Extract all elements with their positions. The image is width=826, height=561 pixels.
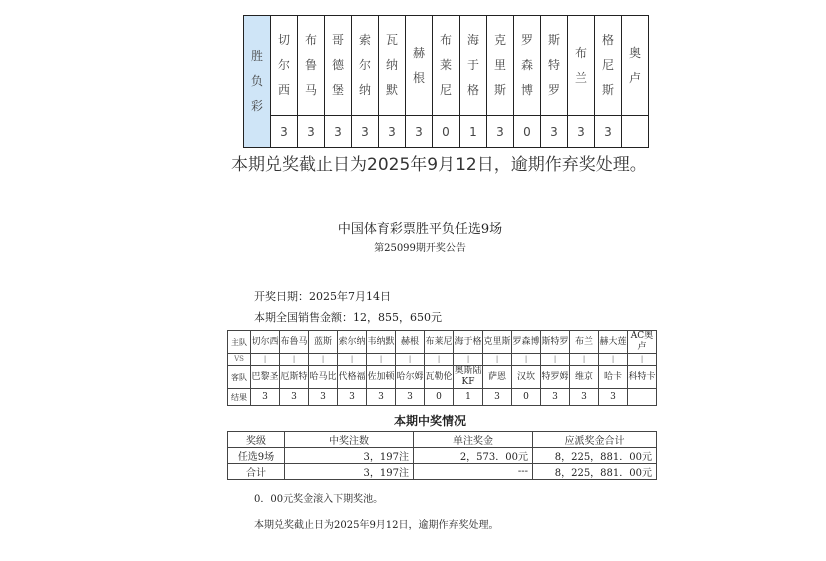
grid-team: 韦纳默 <box>367 331 396 354</box>
prize-cell: 8，225，881．00元 <box>533 448 657 464</box>
grid-separator: | <box>338 354 367 366</box>
result-cell <box>622 116 649 148</box>
team-name-cell <box>487 16 514 116</box>
grid-team: 佐加顿 <box>367 366 396 389</box>
result-cell: 3 <box>541 116 568 148</box>
prize-table <box>227 431 657 480</box>
away-team-row <box>228 366 657 389</box>
result-row <box>244 116 649 148</box>
prize-cell: 任选9场 <box>228 448 285 464</box>
team-name: 格尼斯 <box>601 33 614 97</box>
team-name-cell <box>298 16 325 116</box>
row-label-text: 胜负彩 <box>250 49 263 113</box>
grid-result-row <box>228 389 657 406</box>
grid-team: 蓝斯 <box>309 331 338 354</box>
prize-heading: 本期中奖情况 <box>393 414 466 428</box>
prize-header-cell: 应派奖金合计 <box>533 432 657 448</box>
grid-team: 厄斯特 <box>280 366 309 389</box>
row-label <box>244 16 271 148</box>
grid-result: 3 <box>251 389 280 406</box>
grid-team: 汉坎 <box>512 366 541 389</box>
home-team-row <box>228 331 657 354</box>
result-cell: 3 <box>298 116 325 148</box>
grid-team: 瓦勒伦 <box>425 366 454 389</box>
prize-cell: 3，197注 <box>285 464 414 480</box>
grid-team: 赫根 <box>396 331 425 354</box>
team-name: 切尔西 <box>277 33 290 97</box>
announcement-deadline: 本期兑奖截止日为2025年9月12日，逾期作弃奖处理。 <box>254 520 499 531</box>
grid-result: 3 <box>570 389 599 406</box>
team-name: 索尔纳 <box>358 33 371 97</box>
grid-result: 3 <box>483 389 512 406</box>
prize-cell: 合计 <box>228 464 285 480</box>
team-name-cell <box>568 16 595 116</box>
grid-team: 切尔西 <box>251 331 280 354</box>
result-cell: 3 <box>406 116 433 148</box>
lottery-results-table <box>243 15 649 148</box>
team-name: 瓦纳默 <box>385 33 398 97</box>
result-cell: 0 <box>433 116 460 148</box>
grid-team: 布兰 <box>570 331 599 354</box>
team-name-cell <box>622 16 649 116</box>
grid-result: 3 <box>541 389 570 406</box>
grid-team: 海于格 <box>454 331 483 354</box>
sales-amount: 本期全国销售金额：12，855，650元 <box>254 311 442 324</box>
result-cell: 3 <box>595 116 622 148</box>
prize-header-cell: 奖级 <box>228 432 285 448</box>
grid-team: 萨恩 <box>483 366 512 389</box>
grid-team: 巴黎圣 <box>251 366 280 389</box>
grid-separator: | <box>483 354 512 366</box>
team-name: 布莱尼 <box>439 33 452 97</box>
grid-team: 布鲁马 <box>280 331 309 354</box>
prize-row <box>228 464 657 480</box>
team-name-cell <box>541 16 568 116</box>
result-cell: 1 <box>460 116 487 148</box>
grid-team: 奥斯陆KF <box>454 366 482 387</box>
team-name: 布兰 <box>574 45 587 85</box>
grid-team: 克里斯 <box>483 331 512 354</box>
announcement-subtitle: 第25099期开奖公告 <box>374 243 466 254</box>
grid-row-label: 主队 <box>228 331 251 354</box>
team-name: 克里斯 <box>493 33 506 97</box>
team-name-cell <box>433 16 460 116</box>
grid-result: 3 <box>396 389 425 406</box>
grid-separator: | <box>425 354 454 366</box>
grid-team: 赫大莲 <box>599 331 628 354</box>
grid-separator: | <box>512 354 541 366</box>
grid-result: 3 <box>338 389 367 406</box>
grid-separator: | <box>280 354 309 366</box>
result-cell: 3 <box>352 116 379 148</box>
team-name-cell <box>514 16 541 116</box>
team-name: 奥卢 <box>628 45 641 85</box>
announcement-title: 中国体育彩票胜平负任选9场 <box>337 222 503 237</box>
team-name: 海于格 <box>466 33 479 97</box>
grid-result: 3 <box>599 389 628 406</box>
team-name-cell <box>379 16 406 116</box>
grid-result <box>628 389 657 406</box>
prize-header-row <box>228 432 657 448</box>
draw-date: 开奖日期：2025年7月14日 <box>254 290 391 303</box>
result-cell: 3 <box>487 116 514 148</box>
grid-row-label: VS <box>228 354 251 366</box>
prize-row <box>228 448 657 464</box>
grid-separator: | <box>396 354 425 366</box>
grid-team: 斯特罗 <box>541 331 570 354</box>
match-grid <box>227 330 657 406</box>
grid-team: AC奥卢 <box>628 331 657 354</box>
grid-team: 维京 <box>570 366 599 389</box>
grid-result: 3 <box>309 389 338 406</box>
grid-separator: | <box>251 354 280 366</box>
team-name-cell <box>595 16 622 116</box>
grid-result: 3 <box>280 389 309 406</box>
grid-team: 代格福 <box>338 366 367 389</box>
result-cell: 3 <box>379 116 406 148</box>
grid-team: 布莱尼 <box>425 331 454 354</box>
prize-cell: 8，225，881．00元 <box>533 464 657 480</box>
vs-row <box>228 354 657 366</box>
team-name-cell <box>271 16 298 116</box>
team-row <box>244 16 649 116</box>
grid-separator: | <box>454 354 483 366</box>
prize-cell: 2，573．00元 <box>414 448 533 464</box>
grid-team: 科特卡 <box>628 366 657 389</box>
grid-separator: | <box>367 354 396 366</box>
team-name: 斯特罗 <box>547 33 560 97</box>
team-name: 赫根 <box>412 45 425 85</box>
grid-team: 索尔纳 <box>338 331 367 354</box>
grid-separator: | <box>309 354 338 366</box>
team-name-cell <box>352 16 379 116</box>
team-name: 罗森博 <box>520 33 533 97</box>
grid-row-label: 结果 <box>228 389 251 406</box>
grid-result: 1 <box>454 389 483 406</box>
announcement-image <box>220 205 680 545</box>
grid-result: 0 <box>512 389 541 406</box>
team-name: 哥德堡 <box>331 33 344 97</box>
grid-team: 罗森博 <box>512 331 541 354</box>
grid-row-label: 客队 <box>228 366 251 389</box>
prize-cell: --- <box>414 464 533 480</box>
team-name-cell <box>460 16 487 116</box>
grid-result: 3 <box>367 389 396 406</box>
grid-separator: | <box>570 354 599 366</box>
result-cell: 3 <box>568 116 595 148</box>
grid-team: 哈尔姆 <box>396 366 425 389</box>
result-cell: 3 <box>325 116 352 148</box>
grid-team: 特罗姆 <box>541 366 570 389</box>
team-name: 布鲁马 <box>304 33 317 97</box>
team-name-cell <box>325 16 352 116</box>
team-name-cell <box>406 16 433 116</box>
deadline-note: 本期兑奖截止日为2025年9月12日，逾期作弃奖处理。 <box>231 155 647 175</box>
grid-separator: | <box>628 354 657 366</box>
grid-separator: | <box>599 354 628 366</box>
grid-team: 哈马比 <box>309 366 338 389</box>
rollover-note: 0．00元奖金滚入下期奖池。 <box>254 494 384 505</box>
prize-header-cell: 单注奖金 <box>414 432 533 448</box>
grid-team: 哈卡 <box>599 366 628 389</box>
result-cell: 3 <box>271 116 298 148</box>
grid-separator: | <box>541 354 570 366</box>
prize-cell: 3，197注 <box>285 448 414 464</box>
result-cell: 0 <box>514 116 541 148</box>
grid-result: 0 <box>425 389 454 406</box>
prize-header-cell: 中奖注数 <box>285 432 414 448</box>
